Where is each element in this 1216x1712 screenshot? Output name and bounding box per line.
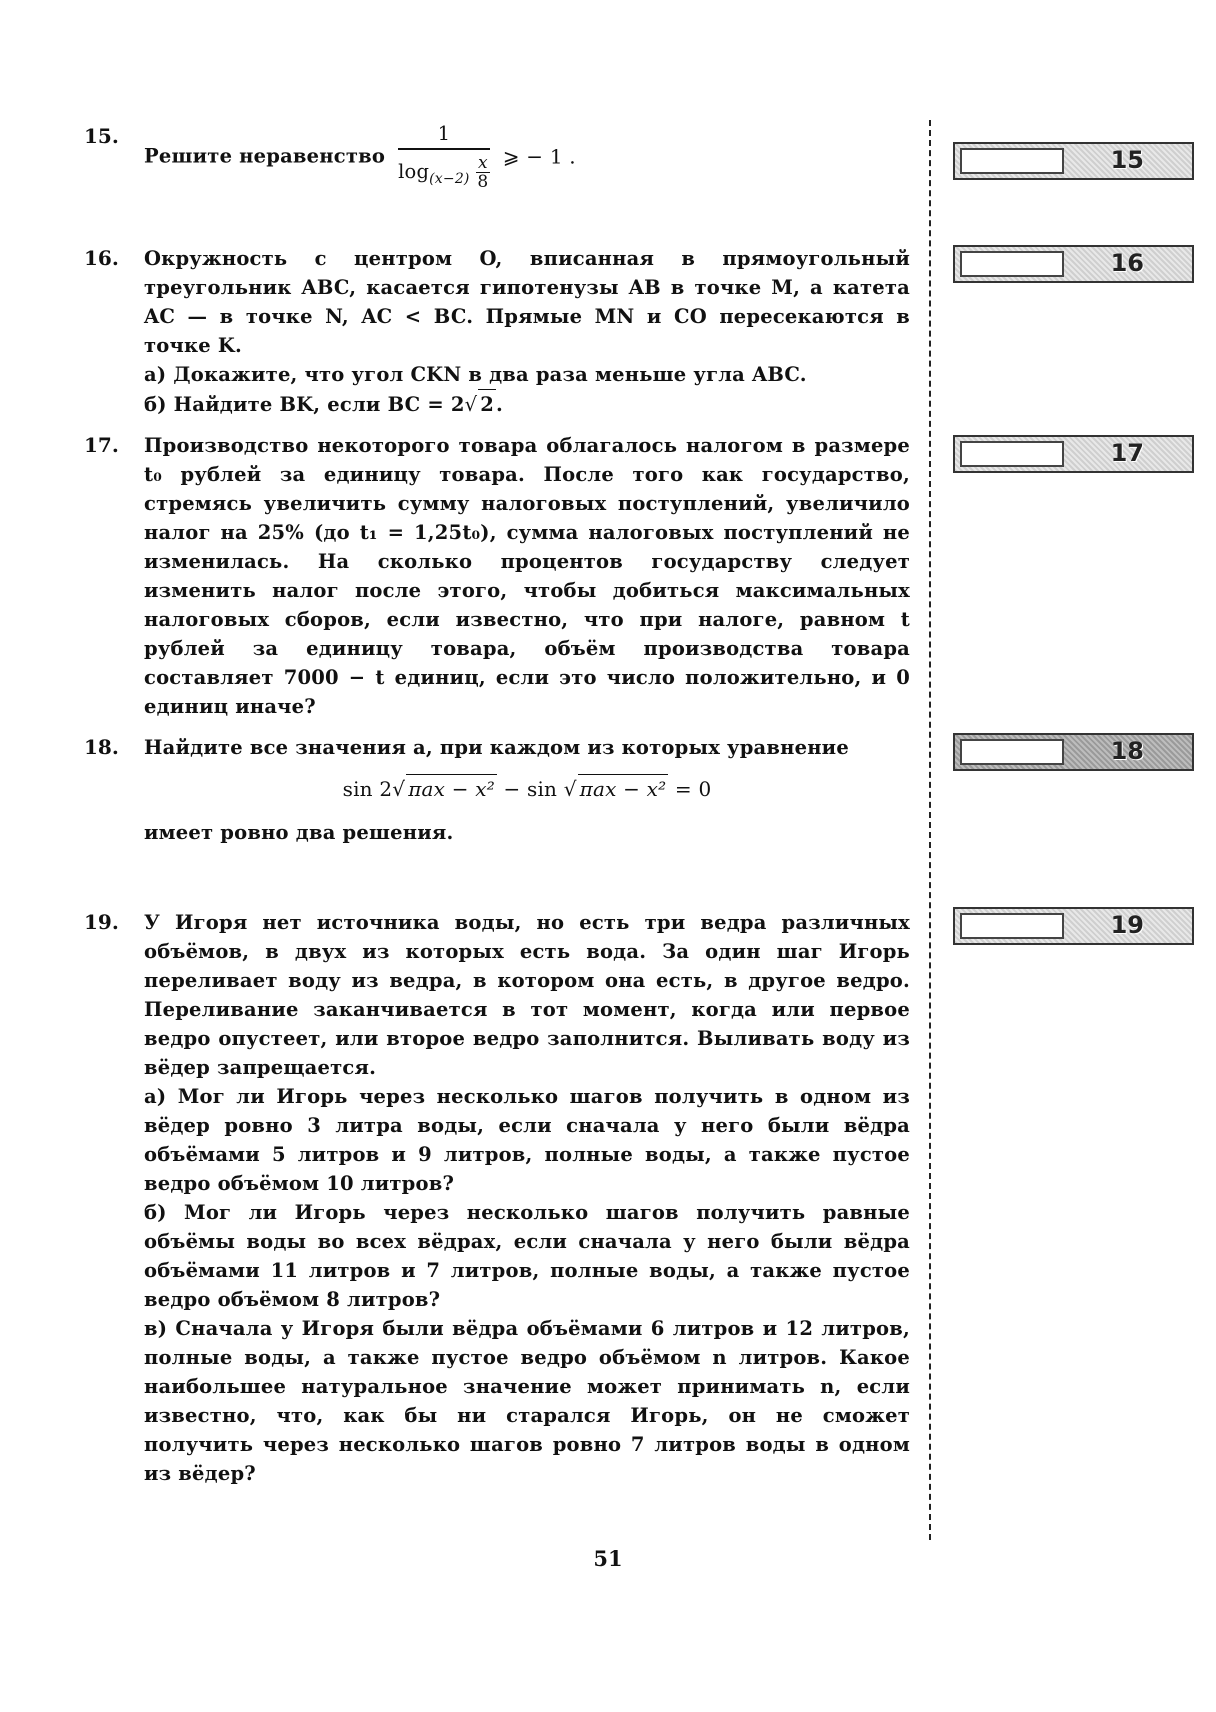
answer-box-number: 17 xyxy=(1110,439,1144,467)
fraction-denominator: $\log_{(x-2)}$ $\frac{x}{8}$ xyxy=(398,153,489,192)
problem-text: У Игоря нет источника воды, но есть три ведра различных объёмов, в двух из которых есть вода. За один шаг Игорь переливает воду из ведра, в котором она есть, в другое ведро. Переливание заканчивается в тот момент, когда или первое ведро опустеет, или второе ведро заполнится. Выливать воду из вёдер запрещается. xyxy=(144,911,910,1079)
answer-box-number: 18 xyxy=(1110,737,1144,765)
problem-17 xyxy=(84,431,914,721)
answer-box-number: 15 xyxy=(1110,146,1144,174)
problem-18 xyxy=(84,733,914,847)
answer-box-15[interactable] xyxy=(953,142,1194,180)
answer-field[interactable] xyxy=(960,913,1064,939)
answer-field[interactable] xyxy=(960,251,1064,277)
problem-number: 19. xyxy=(84,910,119,934)
part-a: а) Мог ли Игорь через несколько шагов получить в одном из вёдер ровно 3 литра воды, если сначала у него были вёдра объёмами 5 литров и 9 литров, полные воды, а также пустое ведро объёмом 10 литров? xyxy=(144,1085,910,1195)
problem-number: 16. xyxy=(84,246,119,270)
answer-box-16[interactable] xyxy=(953,245,1194,283)
problem-text: Найдите все значения a, при каждом из которых уравнение xyxy=(144,736,849,759)
problem-16 xyxy=(84,244,914,419)
problem-text: Окружность с центром O, вписанная в прямоугольный треугольник ABC, касается гипотенузы AB в точке M, а катета AC — в точке N, AC < BC. Прямые MN и CO пересекаются в точке K. xyxy=(144,247,910,357)
answer-box-18[interactable] xyxy=(953,733,1194,771)
answer-box-17[interactable] xyxy=(953,435,1194,473)
answer-field[interactable] xyxy=(960,441,1064,467)
part-b: б) Мог ли Игорь через несколько шагов получить равные объёмы воды во всех вёдрах, если сначала у него были вёдра объёмами 11 литров и 7 литров, полные воды, а также пустое ведро объёмом 8 литров? xyxy=(144,1201,910,1311)
answer-box-number: 19 xyxy=(1110,911,1144,939)
part-c: в) Сначала у Игоря были вёдра объёмами 6 литров и 12 литров, полные воды, а также пустое ведро объёмом n литров. Какое наибольшее натуральное значение может принимать n, если известно, что, как бы ни старался Игорь, он не сможет получить через несколько шагов ровно 7 литров воды в одном из вёдер? xyxy=(144,1317,910,1485)
problem-15 xyxy=(84,122,914,191)
answer-box-number: 16 xyxy=(1110,249,1144,277)
answer-field[interactable] xyxy=(960,739,1064,765)
inequality-relation: ⩾ − 1 . xyxy=(502,144,576,169)
part-b: б) Найдите BK, если BC = 2√ 2 . xyxy=(144,389,910,419)
problem-19 xyxy=(84,908,914,1488)
equation: sin 2√ πax − x² − sin √ πax − x² = 0 xyxy=(144,774,910,804)
cut-line xyxy=(929,120,931,1540)
fraction-numerator: 1 xyxy=(398,122,490,150)
problem-text-after: имеет ровно два решения. xyxy=(144,821,454,844)
problem-number: 18. xyxy=(84,735,119,759)
problem-text: Производство некоторого товара облагалось налогом в размере t₀ рублей за единицу товара. После того как государство, стремясь увеличить сумму налоговых поступлений, увеличило налог на 25% (до t₁ = 1,25t₀), сумма налоговых поступлений не изменилась. На сколько процентов государству следует изменить налог после этого, чтобы добиться максимальных налоговых сборов, если известно, что при налоге, равном t рублей за единицу товара, объём производства товара составляет 7000 − t единиц, если это число положительно, и 0 единиц иначе? xyxy=(144,434,910,718)
problem-intro: Решите неравенство xyxy=(144,144,386,168)
problem-number: 15. xyxy=(84,124,119,148)
page-number: 51 xyxy=(593,1546,623,1571)
part-a: а) Докажите, что угол CKN в два раза меньше угла ABC. xyxy=(144,363,807,386)
answer-box-19[interactable] xyxy=(953,907,1194,945)
answer-field[interactable] xyxy=(960,148,1064,174)
problem-number: 17. xyxy=(84,433,119,457)
log-argument: $\frac{x}{8}$ xyxy=(477,153,489,192)
inequality-fraction xyxy=(398,122,490,191)
